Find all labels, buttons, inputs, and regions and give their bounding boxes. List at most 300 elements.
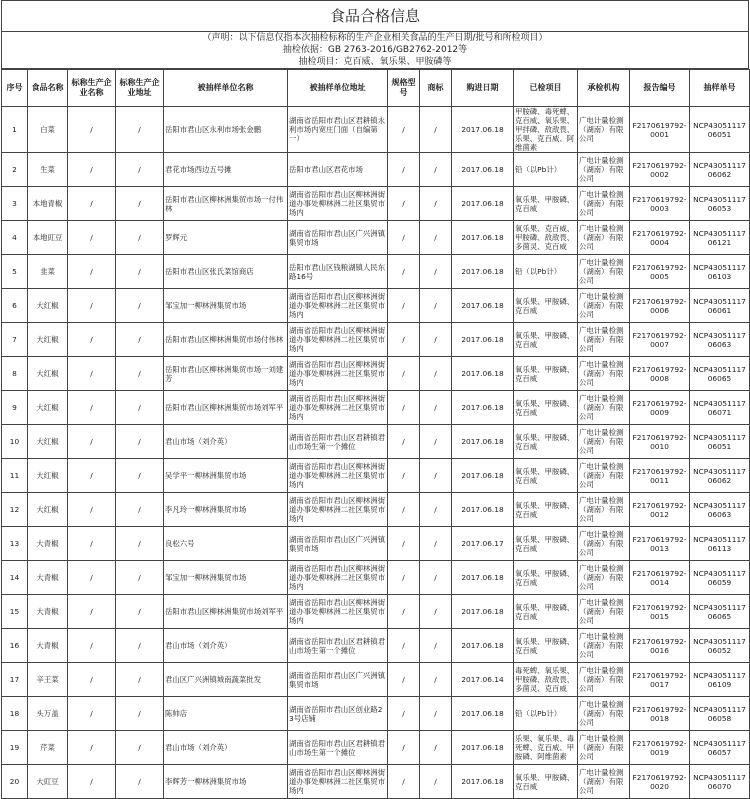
cell-spec: /	[388, 255, 420, 289]
cell-sampled-unit-address: 湖南省岳阳市君山区君耕镇君山市场生第一个摊位	[288, 425, 388, 459]
cell-purchase-date: 2017.06.18	[452, 289, 514, 323]
cell-manufacturer-address: /	[116, 357, 164, 391]
cell-index: 2	[2, 153, 28, 187]
cell-food-name: 大青椒	[28, 629, 68, 663]
cell-purchase-date: 2017.06.18	[452, 357, 514, 391]
cell-tested-items: 甲胺磷、毒死蜱、克百威、氧乐果、甲拌磷、敌敌畏、乐果、克百威、阿维菌素	[514, 107, 578, 153]
cell-manufacturer-address: /	[116, 323, 164, 357]
cell-brand: /	[420, 221, 452, 255]
cell-testing-agency: 广电计量检测（湖南）有限公司	[578, 561, 630, 595]
cell-sample-number: NCP4305111706053	[690, 187, 750, 221]
cell-spec: /	[388, 107, 420, 153]
cell-sampled-unit-address: 湖南省岳阳市君山区广兴洲镇集贸市场	[288, 221, 388, 255]
cell-brand: /	[420, 493, 452, 527]
cell-report-number: F2170619792-0008	[630, 357, 690, 391]
cell-report-number: F2170619792-0013	[630, 527, 690, 561]
cell-food-name: 大青椒	[28, 527, 68, 561]
cell-index: 10	[2, 425, 28, 459]
cell-sampled-unit-address: 湖南省岳阳市君山区柳林洲街道办事处柳林洲二社区集贸市场内	[288, 459, 388, 493]
cell-manufacturer-address: /	[116, 697, 164, 731]
cell-index: 17	[2, 663, 28, 697]
cell-sampled-unit-address: 湖南省岳阳市君山区柳林洲街道办事处柳林洲二社区集贸市场内	[288, 595, 388, 629]
cell-purchase-date: 2017.06.18	[452, 731, 514, 765]
cell-spec: /	[388, 595, 420, 629]
cell-manufacturer-name: /	[68, 731, 116, 765]
cell-purchase-date: 2017.06.18	[452, 765, 514, 799]
cell-report-number: F2170619792-0009	[630, 391, 690, 425]
cell-brand: /	[420, 629, 452, 663]
cell-manufacturer-address: /	[116, 561, 164, 595]
cell-manufacturer-name: /	[68, 493, 116, 527]
cell-testing-agency: 广电计量检测（湖南）有限公司	[578, 255, 630, 289]
cell-sampled-unit-address: 湖南省岳阳市君山区柳林洲街道办事处柳林洲二社区集贸市场内	[288, 765, 388, 799]
cell-sampled-unit-name: 陈帅店	[164, 697, 288, 731]
cell-sampled-unit-name: 君山市场（刘介英）	[164, 629, 288, 663]
cell-brand: /	[420, 527, 452, 561]
cell-sample-number: NCP4305111706061	[690, 289, 750, 323]
cell-sampled-unit-address: 湖南省岳阳市君山区柳林洲街道办事处柳林洲二社区集贸市场内	[288, 357, 388, 391]
cell-sampled-unit-address: 湖南省岳阳市君山区广兴洲镇集贸市场	[288, 663, 388, 697]
cell-manufacturer-address: /	[116, 107, 164, 153]
cell-manufacturer-name: /	[68, 561, 116, 595]
header-report-number: 报告编号	[630, 70, 690, 107]
cell-food-name: 本地青椒	[28, 187, 68, 221]
header-spec: 规格型号	[388, 70, 420, 107]
cell-tested-items: 氧乐果、甲胺磷、克百威	[514, 459, 578, 493]
cell-testing-agency: 广电计量检测（湖南）有限公司	[578, 697, 630, 731]
cell-manufacturer-address: /	[116, 459, 164, 493]
cell-spec: /	[388, 561, 420, 595]
cell-index: 12	[2, 493, 28, 527]
cell-index: 5	[2, 255, 28, 289]
cell-tested-items: 氧乐果、甲胺磷、克百威	[514, 765, 578, 799]
header-manufacturer-address: 标称生产企业地址	[116, 70, 164, 107]
cell-purchase-date: 2017.06.18	[452, 187, 514, 221]
cell-sampled-unit-address: 湖南省岳阳市君山区柳林洲街道办事处柳林洲二社区集贸市场内	[288, 187, 388, 221]
cell-sample-number: NCP4305111706071	[690, 391, 750, 425]
cell-manufacturer-address: /	[116, 289, 164, 323]
cell-spec: /	[388, 697, 420, 731]
cell-purchase-date: 2017.06.18	[452, 221, 514, 255]
cell-testing-agency: 广电计量检测（湖南）有限公司	[578, 323, 630, 357]
cell-sampled-unit-name: 李辉芳一柳林洲集贸市场	[164, 765, 288, 799]
cell-testing-agency: 广电计量检测（湖南）有限公司	[578, 731, 630, 765]
cell-food-name: 辛王菜	[28, 663, 68, 697]
cell-sampled-unit-name: 岳阳市君山区张氏菜馆商店	[164, 255, 288, 289]
cell-sampled-unit-name: 岳阳市君山区柳林洲集贸市场一付伟林	[164, 187, 288, 221]
table-row	[2, 765, 750, 799]
cell-tested-items: 铅（以Pb计）	[514, 153, 578, 187]
cell-report-number: F2170619792-0002	[630, 153, 690, 187]
cell-report-number: F2170619792-0015	[630, 595, 690, 629]
cell-sample-number: NCP4305111706058	[690, 697, 750, 731]
cell-spec: /	[388, 221, 420, 255]
cell-sample-number: NCP4305111706059	[690, 561, 750, 595]
cell-food-name: 大红椒	[28, 323, 68, 357]
cell-report-number: F2170619792-0010	[630, 425, 690, 459]
cell-sampled-unit-address: 湖南省岳阳市君山区柳林洲街道办事处柳林洲二社区集贸市场内	[288, 561, 388, 595]
table-row	[2, 561, 750, 595]
cell-food-name: 生菜	[28, 153, 68, 187]
cell-sampled-unit-name: 岳阳市君山区柳林洲集贸市场刘军平	[164, 391, 288, 425]
cell-food-name: 芹菜	[28, 731, 68, 765]
cell-purchase-date: 2017.06.14	[452, 663, 514, 697]
header-tested-items: 已检项目	[514, 70, 578, 107]
cell-sample-number: NCP4305111706063	[690, 493, 750, 527]
cell-brand: /	[420, 731, 452, 765]
cell-report-number: F2170619792-0005	[630, 255, 690, 289]
cell-sampled-unit-name: 岳阳市君山区柳林洲集贸市场刘军平	[164, 595, 288, 629]
cell-sampled-unit-name: 岳阳市君山区柳林洲集贸市场一刘建芳	[164, 357, 288, 391]
cell-spec: /	[388, 527, 420, 561]
cell-purchase-date: 2017.06.18	[452, 493, 514, 527]
cell-tested-items: 氧乐果、甲胺磷、克百威	[514, 357, 578, 391]
cell-sample-number: NCP4305111706051	[690, 107, 750, 153]
cell-index: 20	[2, 765, 28, 799]
cell-tested-items: 铅（以Pb计）	[514, 255, 578, 289]
table-row	[2, 629, 750, 663]
cell-manufacturer-name: /	[68, 357, 116, 391]
cell-sampled-unit-address: 湖南省岳阳市君山区君耕镇君山市场生第一个摊位	[288, 629, 388, 663]
header-sampled-unit-name: 被抽样单位名称	[164, 70, 288, 107]
table-row	[2, 357, 750, 391]
cell-manufacturer-address: /	[116, 221, 164, 255]
cell-manufacturer-name: /	[68, 663, 116, 697]
cell-food-name: 大青椒	[28, 595, 68, 629]
cell-testing-agency: 广电计量检测（湖南）有限公司	[578, 153, 630, 187]
cell-manufacturer-address: /	[116, 731, 164, 765]
cell-manufacturer-address: /	[116, 391, 164, 425]
cell-brand: /	[420, 357, 452, 391]
cell-index: 1	[2, 107, 28, 153]
cell-sample-number: NCP4305111706121	[690, 221, 750, 255]
document-page	[1, 0, 749, 799]
cell-report-number: F2170619792-0011	[630, 459, 690, 493]
cell-food-name: 大红椒	[28, 357, 68, 391]
cell-food-name: 本地豇豆	[28, 221, 68, 255]
cell-sample-number: NCP4305111706113	[690, 527, 750, 561]
cell-spec: /	[388, 323, 420, 357]
cell-brand: /	[420, 663, 452, 697]
cell-spec: /	[388, 629, 420, 663]
cell-food-name: 大红椒	[28, 289, 68, 323]
cell-sample-number: NCP4305111706065	[690, 357, 750, 391]
header-brand: 商标	[420, 70, 452, 107]
cell-manufacturer-name: /	[68, 391, 116, 425]
cell-report-number: F2170619792-0003	[630, 187, 690, 221]
table-row	[2, 425, 750, 459]
cell-tested-items: 铅（以Pb计）	[514, 697, 578, 731]
cell-report-number: F2170619792-0020	[630, 765, 690, 799]
cell-sampled-unit-address: 湖南省岳阳市君山区柳林洲街道办事处柳林洲二社区集贸市场内	[288, 391, 388, 425]
cell-manufacturer-address: /	[116, 527, 164, 561]
cell-manufacturer-name: /	[68, 221, 116, 255]
cell-sampled-unit-name: 良松六号	[164, 527, 288, 561]
cell-manufacturer-name: /	[68, 323, 116, 357]
cell-purchase-date: 2017.06.17	[452, 527, 514, 561]
cell-report-number: F2170619792-0004	[630, 221, 690, 255]
cell-purchase-date: 2017.06.18	[452, 107, 514, 153]
cell-purchase-date: 2017.06.18	[452, 255, 514, 289]
cell-report-number: F2170619792-0019	[630, 731, 690, 765]
cell-tested-items: 氧乐果、克百威、甲胺磷、敌敌畏、多菌灵、克百威	[514, 221, 578, 255]
table-row	[2, 493, 750, 527]
cell-index: 6	[2, 289, 28, 323]
cell-manufacturer-name: /	[68, 153, 116, 187]
cell-report-number: F2170619792-0001	[630, 107, 690, 153]
cell-sampled-unit-address: 湖南省岳阳市君山区君耕镇君山市场生第一个摊位	[288, 731, 388, 765]
cell-manufacturer-address: /	[116, 629, 164, 663]
cell-sample-number: NCP4305111706065	[690, 595, 750, 629]
table-row	[2, 221, 750, 255]
table-row	[2, 663, 750, 697]
cell-index: 16	[2, 629, 28, 663]
cell-manufacturer-name: /	[68, 765, 116, 799]
cell-food-name: 大青椒	[28, 561, 68, 595]
cell-index: 3	[2, 187, 28, 221]
cell-sampled-unit-name: 君山市场（刘介英）	[164, 731, 288, 765]
cell-testing-agency: 广电计量检测（湖南）有限公司	[578, 663, 630, 697]
cell-sampled-unit-address: 湖南省岳阳市君山区柳林洲街道办事处柳林洲二社区集贸市场内	[288, 323, 388, 357]
cell-purchase-date: 2017.06.18	[452, 459, 514, 493]
cell-spec: /	[388, 663, 420, 697]
cell-manufacturer-name: /	[68, 629, 116, 663]
cell-manufacturer-name: /	[68, 107, 116, 153]
cell-sample-number: NCP4305111706051	[690, 425, 750, 459]
cell-food-name: 大红椒	[28, 391, 68, 425]
cell-brand: /	[420, 289, 452, 323]
header-manufacturer-name: 标称生产企业名称	[68, 70, 116, 107]
table-row	[2, 323, 750, 357]
cell-manufacturer-name: /	[68, 255, 116, 289]
table-row	[2, 153, 750, 187]
cell-sampled-unit-address: 岳阳市君山区钱粮湖镇人民东路16号	[288, 255, 388, 289]
cell-testing-agency: 广电计量检测（湖南）有限公司	[578, 765, 630, 799]
cell-brand: /	[420, 459, 452, 493]
cell-sampled-unit-address: 岳阳市君山区君花市场	[288, 153, 388, 187]
cell-testing-agency: 广电计量检测（湖南）有限公司	[578, 357, 630, 391]
cell-testing-agency: 广电计量检测（湖南）有限公司	[578, 459, 630, 493]
cell-report-number: F2170619792-0016	[630, 629, 690, 663]
cell-index: 15	[2, 595, 28, 629]
cell-tested-items: 乐果、氧乐果、毒死蜱、克百威、甲胺磷、阿维菌素	[514, 731, 578, 765]
cell-sampled-unit-name: 罗辉元	[164, 221, 288, 255]
cell-manufacturer-name: /	[68, 187, 116, 221]
cell-manufacturer-name: /	[68, 289, 116, 323]
cell-brand: /	[420, 561, 452, 595]
table-row	[2, 459, 750, 493]
cell-sampled-unit-name: 岳阳市君山区柳林洲集贸市场付伟林	[164, 323, 288, 357]
cell-brand: /	[420, 425, 452, 459]
cell-sampled-unit-name: 君山市场（刘介英）	[164, 425, 288, 459]
cell-index: 19	[2, 731, 28, 765]
cell-purchase-date: 2017.06.18	[452, 391, 514, 425]
table-body	[2, 107, 750, 799]
table-row	[2, 527, 750, 561]
table-row	[2, 107, 750, 153]
cell-index: 4	[2, 221, 28, 255]
page-title: 食品合格信息	[1, 0, 749, 31]
cell-tested-items: 氧乐果、甲胺磷、克百威	[514, 425, 578, 459]
cell-tested-items: 氧乐果、甲胺磷、克百威	[514, 323, 578, 357]
cell-food-name: 头万盖	[28, 697, 68, 731]
header-testing-agency: 承检机构	[578, 70, 630, 107]
cell-testing-agency: 广电计量检测（湖南）有限公司	[578, 595, 630, 629]
cell-sample-number: NCP4305111706062	[690, 153, 750, 187]
cell-spec: /	[388, 765, 420, 799]
cell-purchase-date: 2017.06.18	[452, 595, 514, 629]
cell-spec: /	[388, 153, 420, 187]
cell-testing-agency: 广电计量检测（湖南）有限公司	[578, 107, 630, 153]
cell-manufacturer-address: /	[116, 595, 164, 629]
cell-spec: /	[388, 357, 420, 391]
table-row	[2, 391, 750, 425]
header-purchase-date: 购进日期	[452, 70, 514, 107]
cell-sample-number: NCP4305111706103	[690, 255, 750, 289]
cell-tested-items: 氧乐果、甲胺磷、克百威	[514, 527, 578, 561]
cell-sample-number: NCP4305111706057	[690, 731, 750, 765]
cell-brand: /	[420, 391, 452, 425]
cell-food-name: 大红椒	[28, 459, 68, 493]
table-row	[2, 255, 750, 289]
cell-spec: /	[388, 459, 420, 493]
cell-testing-agency: 广电计量检测（湖南）有限公司	[578, 629, 630, 663]
cell-manufacturer-address: /	[116, 153, 164, 187]
cell-index: 8	[2, 357, 28, 391]
cell-brand: /	[420, 765, 452, 799]
cell-tested-items: 氧乐果、甲胺磷、克百威	[514, 187, 578, 221]
cell-report-number: F2170619792-0007	[630, 323, 690, 357]
table-header-row	[2, 70, 750, 107]
table-row	[2, 187, 750, 221]
cell-sampled-unit-address: 湖南省岳阳市君山区君耕镇永利市场内宽庄门面（自编第一）	[288, 107, 388, 153]
cell-report-number: F2170619792-0006	[630, 289, 690, 323]
cell-manufacturer-name: /	[68, 425, 116, 459]
cell-index: 18	[2, 697, 28, 731]
cell-brand: /	[420, 255, 452, 289]
cell-tested-items: 毒死蜱、氧乐果、甲胺磷、敌敌畏、多菌灵、克百威	[514, 663, 578, 697]
cell-manufacturer-address: /	[116, 493, 164, 527]
cell-sample-number: NCP4305111706063	[690, 323, 750, 357]
cell-spec: /	[388, 391, 420, 425]
cell-testing-agency: 广电计量检测（湖南）有限公司	[578, 289, 630, 323]
cell-index: 11	[2, 459, 28, 493]
cell-manufacturer-address: /	[116, 663, 164, 697]
cell-purchase-date: 2017.06.18	[452, 323, 514, 357]
cell-report-number: F2170619792-0014	[630, 561, 690, 595]
cell-brand: /	[420, 595, 452, 629]
cell-manufacturer-address: /	[116, 425, 164, 459]
standard-text: 抽检依据：GB 2763-2016/GB2762-2012等	[1, 44, 749, 56]
cell-sample-number: NCP4305111706070	[690, 765, 750, 799]
cell-manufacturer-name: /	[68, 595, 116, 629]
cell-testing-agency: 广电计量检测（湖南）有限公司	[578, 425, 630, 459]
cell-sampled-unit-name: 君花市场西边五号摊	[164, 153, 288, 187]
cell-manufacturer-name: /	[68, 697, 116, 731]
cell-index: 9	[2, 391, 28, 425]
cell-testing-agency: 广电计量检测（湖南）有限公司	[578, 187, 630, 221]
cell-index: 13	[2, 527, 28, 561]
cell-manufacturer-name: /	[68, 527, 116, 561]
cell-testing-agency: 广电计量检测（湖南）有限公司	[578, 493, 630, 527]
cell-tested-items: 氧乐果、甲胺磷、克百威	[514, 493, 578, 527]
cell-testing-agency: 广电计量检测（湖南）有限公司	[578, 527, 630, 561]
cell-spec: /	[388, 731, 420, 765]
cell-report-number: F2170619792-0012	[630, 493, 690, 527]
header-index: 序号	[2, 70, 28, 107]
table-row	[2, 697, 750, 731]
cell-report-number: F2170619792-0018	[630, 697, 690, 731]
cell-sampled-unit-address: 湖南省岳阳市君山区柳林洲街道办事处柳林洲二社区集贸市场内	[288, 493, 388, 527]
cell-food-name: 白菜	[28, 107, 68, 153]
declaration-text: （声明：以下信息仅指本次抽检标称的生产企业相关食品的生产日期/批号和所检项目）	[1, 31, 749, 44]
header-food-name: 食品名称	[28, 70, 68, 107]
cell-sampled-unit-name: 岳阳市君山区永利市场张金鹏	[164, 107, 288, 153]
cell-manufacturer-address: /	[116, 765, 164, 799]
cell-spec: /	[388, 187, 420, 221]
cell-food-name: 大红椒	[28, 425, 68, 459]
cell-brand: /	[420, 153, 452, 187]
cell-report-number: F2170619792-0017	[630, 663, 690, 697]
cell-brand: /	[420, 107, 452, 153]
cell-brand: /	[420, 323, 452, 357]
cell-index: 14	[2, 561, 28, 595]
cell-sample-number: NCP4305111706062	[690, 459, 750, 493]
cell-sampled-unit-name: 吴学平一柳林洲集贸市场	[164, 459, 288, 493]
cell-manufacturer-name: /	[68, 459, 116, 493]
cell-purchase-date: 2017.06.18	[452, 153, 514, 187]
cell-purchase-date: 2017.06.18	[452, 561, 514, 595]
cell-tested-items: 氧乐果、甲胺磷、克百威	[514, 289, 578, 323]
cell-spec: /	[388, 425, 420, 459]
cell-sampled-unit-name: 邹宝加一柳林洲集贸市场	[164, 289, 288, 323]
cell-purchase-date: 2017.06.18	[452, 425, 514, 459]
cell-index: 7	[2, 323, 28, 357]
cell-sample-number: NCP4305111706052	[690, 629, 750, 663]
header-sample-number: 抽样单号	[690, 70, 750, 107]
cell-testing-agency: 广电计量检测（湖南）有限公司	[578, 221, 630, 255]
cell-spec: /	[388, 493, 420, 527]
cell-sampled-unit-name: 君山区广兴洲镇城南蔬菜批发	[164, 663, 288, 697]
cell-sampled-unit-name: 李凡玲一柳林洲集贸市场	[164, 493, 288, 527]
cell-tested-items: 氧乐果、甲胺磷、克百威	[514, 391, 578, 425]
cell-tested-items: 氧乐果、甲胺磷、克百威	[514, 595, 578, 629]
cell-tested-items: 氧乐果、甲胺磷、克百威	[514, 561, 578, 595]
cell-food-name: 大豇豆	[28, 765, 68, 799]
table-row	[2, 595, 750, 629]
cell-sampled-unit-address: 湖南省岳阳市君山区广兴洲镇集贸市场	[288, 527, 388, 561]
cell-tested-items: 氧乐果、甲胺磷、克百威	[514, 629, 578, 663]
cell-sampled-unit-name: 邹宝加一柳林洲集贸市场	[164, 561, 288, 595]
cell-sampled-unit-address: 湖南省岳阳市君山区创业路23号店铺	[288, 697, 388, 731]
cell-spec: /	[388, 289, 420, 323]
cell-sample-number: NCP4305111706109	[690, 663, 750, 697]
items-text: 抽检项目：克百威、氧乐果、甲胺磷等	[1, 56, 749, 69]
table-row	[2, 731, 750, 765]
cell-testing-agency: 广电计量检测（湖南）有限公司	[578, 391, 630, 425]
results-table	[1, 69, 750, 799]
header-sampled-unit-address: 被抽样单位地址	[288, 70, 388, 107]
cell-food-name: 韭菜	[28, 255, 68, 289]
cell-food-name: 大红椒	[28, 493, 68, 527]
cell-purchase-date: 2017.06.18	[452, 697, 514, 731]
cell-brand: /	[420, 187, 452, 221]
cell-sampled-unit-address: 湖南省岳阳市君山区柳林洲街道办事处柳林洲二社区集贸市场内	[288, 289, 388, 323]
cell-purchase-date: 2017.06.18	[452, 629, 514, 663]
table-row	[2, 289, 750, 323]
cell-manufacturer-address: /	[116, 255, 164, 289]
cell-brand: /	[420, 697, 452, 731]
